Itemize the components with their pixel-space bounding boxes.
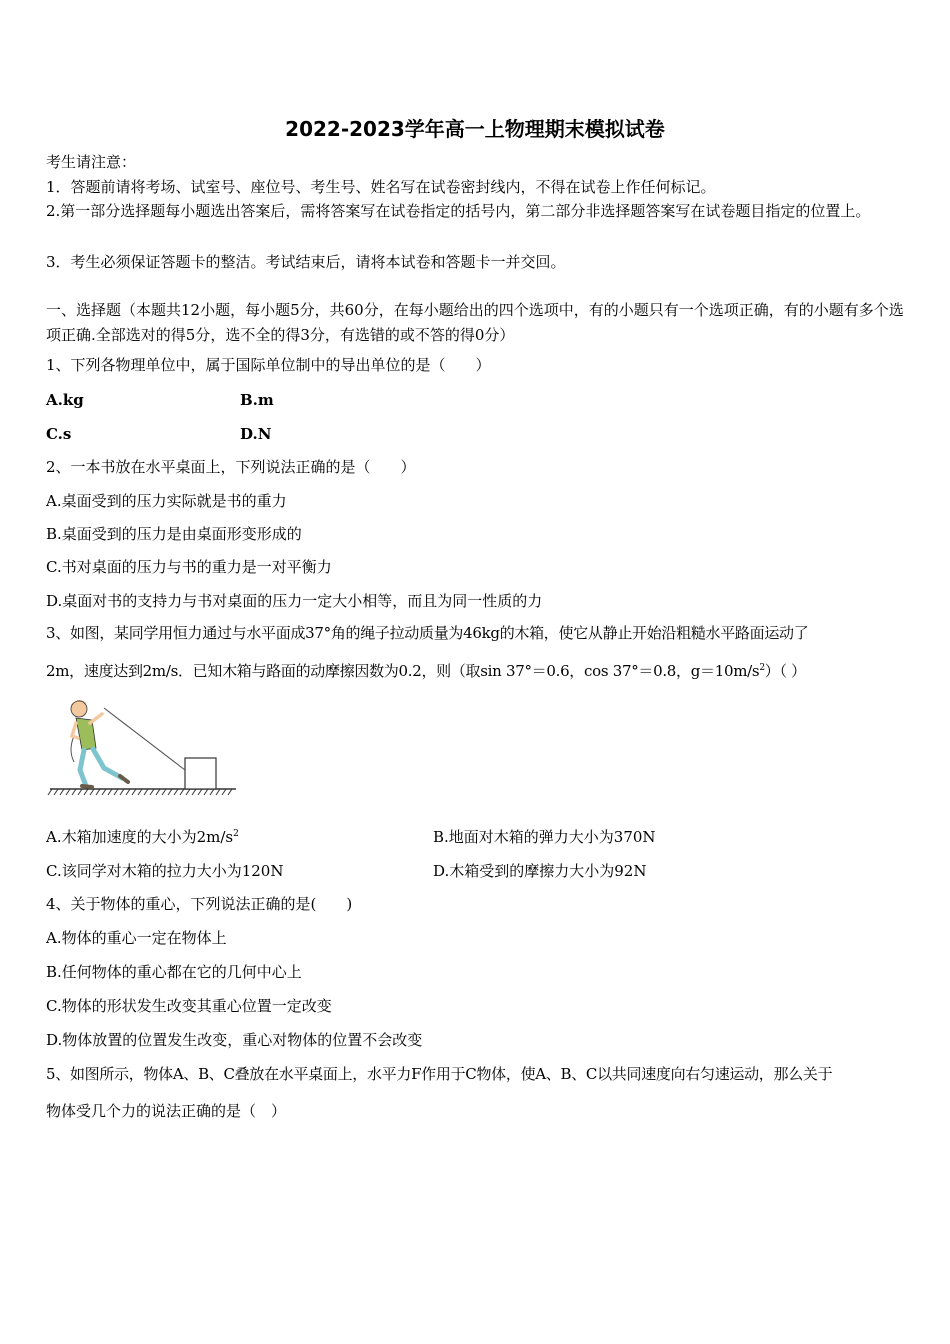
question-5-stem-line-2: 物体受几个力的说法正确的是（ ） (46, 1102, 287, 1120)
question-4-option-c: C.物体的形状发生改变其重心位置一定改变 (46, 997, 332, 1015)
wooden-box (185, 758, 216, 789)
question-4-stem: 4、关于物体的重心，下列说法正确的是( ) (46, 895, 353, 913)
question-3-option-c: C.该同学对木箱的拉力大小为120N (46, 862, 284, 880)
question-4-option-b: B.任何物体的重心都在它的几何中心上 (46, 963, 302, 981)
question-1-option-c: C.s (46, 425, 72, 443)
question-3-option-a: A.木箱加速度的大小为$2m/s^2$ (46, 828, 239, 846)
question-1-stem: 1、下列各物理单位中，属于国际单位制中的导出单位的是（ ） (46, 356, 491, 374)
notice-item-2: 2.第一部分选择题每小题选出答案后，需将答案写在试卷指定的括号内，第二部分非选择题答案写在试卷题目指定的位置上。 (46, 202, 871, 220)
rope (104, 708, 185, 770)
pulling-box-figure (46, 690, 246, 800)
question-1-option-d: D.N (240, 425, 272, 443)
question-1-option-b: B.m (240, 391, 274, 409)
ground-hatching (48, 789, 232, 795)
question-3-stem-line-1: 3、如图，某同学用恒力通过与水平面成37°角的绳子拉动质量为46kg的木箱，使它从静止开始沿粗糙水平路面运动了 (46, 624, 809, 642)
question-3-option-d: D.木箱受到的摩擦力大小为92N (433, 862, 647, 880)
question-5-stem-line-1: 5、如图所示，物体A、B、C叠放在水平桌面上，水平力F作用于C物体，使A、B、C以共同速度向右匀速运动，那么关于 (46, 1065, 833, 1083)
question-4-option-a: A.物体的重心一定在物体上 (46, 929, 227, 947)
notice-heading: 考生请注意： (46, 153, 137, 171)
question-2-option-b: B.桌面受到的压力是由桌面形变形成的 (46, 525, 302, 543)
question-2-option-a: A.桌面受到的压力实际就是书的重力 (46, 492, 287, 510)
notice-item-3: 3．考生必须保证答题卡的整洁。考试结束后，请将本试卷和答题卡一并交回。 (46, 253, 566, 271)
question-3-stem-line-2: 2m，速度达到2m/s．已知木箱与路面的动摩擦因数为0.2，则（取sin 37°＝0.6，cos 37°＝0.8，$g=10m/s^2$）（ ） (46, 662, 806, 680)
rope-loose-end (71, 736, 74, 762)
question-2-option-d: D.桌面对书的支持力与书对桌面的压力一定大小相等，而且为同一性质的力 (46, 592, 543, 610)
question-2-option-c: C.书对桌面的压力与书的重力是一对平衡力 (46, 558, 332, 576)
question-2-stem: 2、一本书放在水平桌面上，下列说法正确的是（ ） (46, 458, 416, 476)
section-header: 一、选择题（本题共12小题，每小题5分，共60分，在每小题给出的四个选项中，有的小题只有一个选项正确，有的小题有多个选项正确.全部选对的得5分，选不全的得3分，有选错的或不答的得0分） (46, 301, 904, 344)
exam-title: 2022-2023学年高一上物理期末模拟试卷 (285, 117, 665, 141)
notice-item-1: 1．答题前请将考场、试室号、座位号、考生号、姓名写在试卷密封线内，不得在试卷上作任何标记。 (46, 178, 716, 196)
question-3-option-b: B.地面对木箱的弹力大小为370N (433, 828, 656, 846)
person-figure (71, 700, 128, 787)
question-4-option-d: D.物体放置的位置发生改变，重心对物体的位置不会改变 (46, 1031, 423, 1049)
question-1-option-a: A.kg (46, 391, 84, 409)
